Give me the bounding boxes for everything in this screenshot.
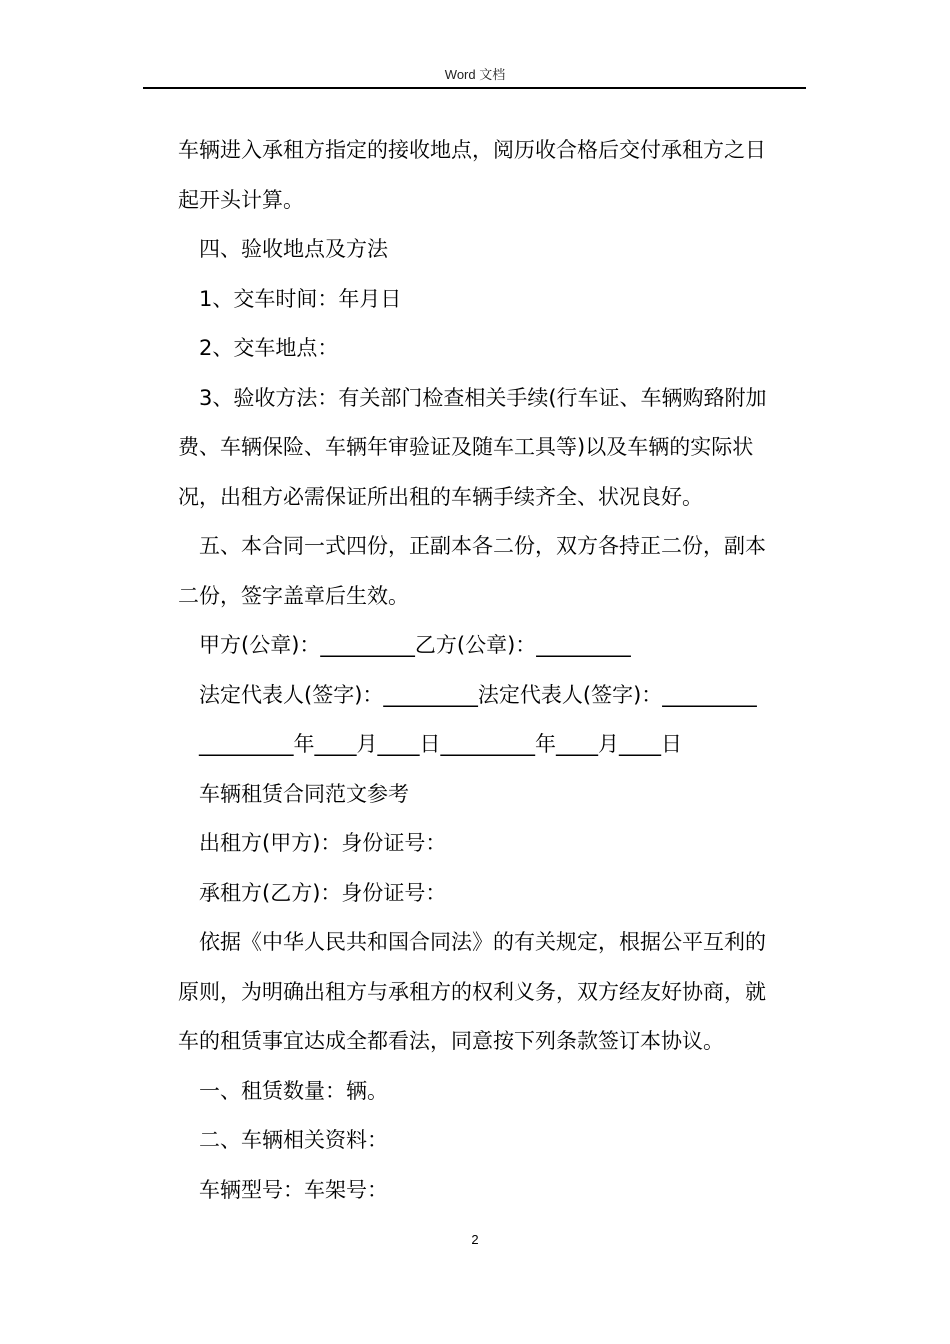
signature-line: 甲方(公章)：_________乙方(公章)：_________ [199,633,631,657]
section-heading: 五、本合同一式四份，正副本各二份，双方各持正二份，副本 [199,534,766,558]
paragraph-line: 费、车辆保险、车辆年审验证及随车工具等)以及车辆的实际状 [178,435,754,459]
header-divider [143,87,806,89]
paragraph-line: 3、验收方法：有关部门检查相关手续(行车证、车辆购臵附加 [199,385,767,410]
document-subtitle: 车辆租赁合同范文参考 [199,781,409,806]
section-heading: 二、车辆相关资料： [199,1128,388,1152]
document-body [178,126,818,1215]
paragraph-line: 依据《中华人民共和国合同法》的有关规定，根据公平互利的 [199,930,766,954]
section-heading: 四、验收地点及方法 [199,237,388,261]
paragraph-line: 车的租赁事宜达成全都看法，同意按下列条款签订本协议。 [178,1029,724,1053]
page-header: Word 文档 [444,67,506,82]
paragraph-line: 2、交车地点： [199,336,339,360]
page-number: 2 [471,1232,479,1247]
section-heading: 一、租赁数量：辆。 [199,1078,388,1103]
paragraph-line: 1、交车时间：年月日 [199,286,402,311]
paragraph-line: 况，出租方必需保证所出租的车辆手续齐全、状况良好。 [178,484,703,509]
paragraph-line: 原则，为明确出租方与承租方的权利义务，双方经友好协商，就 [178,979,766,1004]
paragraph-line: 车辆进入承租方指定的接收地点，阅历收合格后交付承租方之日 [178,138,766,162]
date-line: _________年____月____日_________年____月____日 [199,732,682,756]
signature-line: 法定代表人(签字)：_________法定代表人(签字)：_________ [199,682,757,707]
paragraph-line: 二份，签字盖章后生效。 [178,583,409,608]
party-line: 承租方(乙方)：身份证号： [199,880,447,905]
paragraph-line: 车辆型号：车架号： [199,1177,388,1202]
party-line: 出租方(甲方)：身份证号： [199,831,447,855]
paragraph-line: 起开头计算。 [178,187,304,212]
